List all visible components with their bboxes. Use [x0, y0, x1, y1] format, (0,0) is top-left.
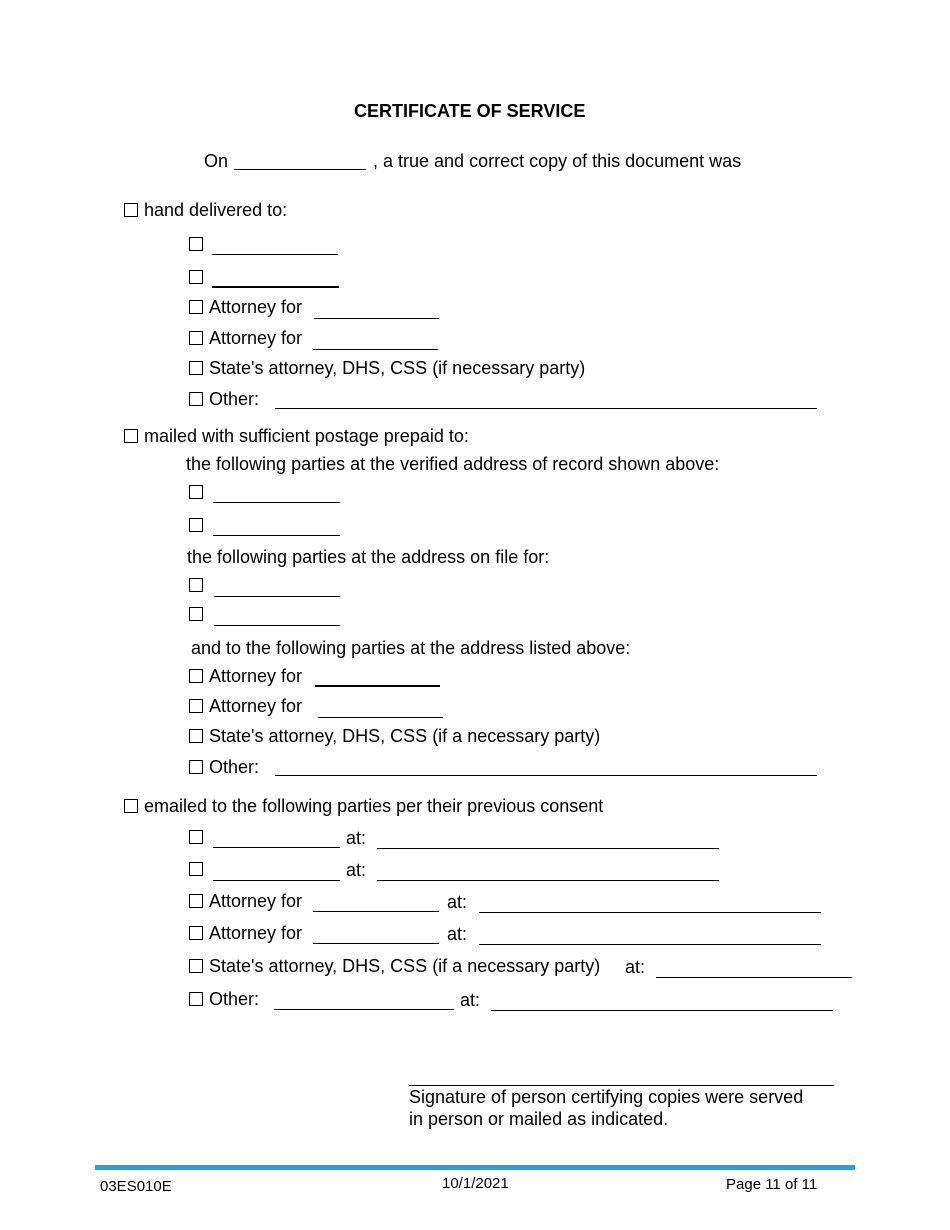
emailed-state-email-field[interactable] [656, 977, 852, 978]
emailed-party2-email-field[interactable] [377, 880, 719, 881]
mailed-onfile-text: the following parties at the address on file for: [187, 547, 550, 567]
hand-delivered-checkbox[interactable] [124, 203, 138, 217]
hand-attorney1-label: Attorney for [209, 297, 303, 317]
hand-delivered-label: hand delivered to: [144, 200, 288, 220]
emailed-attorney2-label: Attorney for [209, 923, 303, 943]
mailed-label: mailed with sufficient postage prepaid to: [144, 426, 469, 446]
hand-attorney1-field[interactable] [314, 318, 439, 319]
mailed-onfile1-checkbox[interactable] [189, 578, 203, 592]
emailed-at6-label: at: [460, 990, 481, 1010]
hand-state-label: State's attorney, DHS, CSS (if necessary party) [209, 358, 586, 378]
mailed-attorney2-checkbox[interactable] [189, 699, 203, 713]
service-date-field[interactable] [234, 169, 366, 170]
mailed-verified1-checkbox[interactable] [189, 485, 203, 499]
mailed-onfile2-checkbox[interactable] [189, 607, 203, 621]
mailed-other-field[interactable] [275, 775, 817, 776]
emailed-party1-checkbox[interactable] [189, 830, 203, 844]
signature-caption-line2: in person or mailed as indicated. [409, 1109, 669, 1129]
mailed-verified2-field[interactable] [213, 535, 340, 536]
emailed-attorney1-field[interactable] [313, 911, 439, 912]
hand-attorney2-field[interactable] [313, 349, 438, 350]
mailed-attorney1-field[interactable] [315, 685, 440, 687]
intro-prefix: On [204, 151, 229, 171]
emailed-attorney2-checkbox[interactable] [189, 926, 203, 940]
emailed-at3-label: at: [447, 892, 468, 912]
mailed-state-checkbox[interactable] [189, 729, 203, 743]
footer-rule [95, 1165, 855, 1170]
hand-party2-field[interactable] [212, 286, 339, 288]
hand-party2-checkbox[interactable] [189, 270, 203, 284]
emailed-at4-label: at: [447, 924, 468, 944]
emailed-at1-label: at: [346, 828, 367, 848]
emailed-state-checkbox[interactable] [189, 959, 203, 973]
emailed-party1-field[interactable] [213, 847, 340, 848]
emailed-party1-email-field[interactable] [377, 848, 719, 849]
emailed-party2-checkbox[interactable] [189, 862, 203, 876]
footer-page-number: Page 11 of 11 [726, 1176, 818, 1193]
emailed-attorney1-checkbox[interactable] [189, 894, 203, 908]
emailed-other-label: Other: [209, 989, 260, 1009]
footer-date: 10/1/2021 [442, 1175, 509, 1192]
emailed-label: emailed to the following parties per their previous consent [144, 796, 604, 816]
mailed-attorney2-field[interactable] [318, 717, 443, 718]
signature-caption-line1: Signature of person certifying copies were served [409, 1087, 804, 1107]
page-title: CERTIFICATE OF SERVICE [354, 101, 586, 121]
hand-attorney2-label: Attorney for [209, 328, 303, 348]
mailed-attorney1-label: Attorney for [209, 666, 303, 686]
mailed-other-label: Other: [209, 757, 260, 777]
mailed-verified1-field[interactable] [213, 502, 340, 503]
emailed-at2-label: at: [346, 860, 367, 880]
emailed-party2-field[interactable] [213, 880, 340, 881]
mailed-onfile2-field[interactable] [214, 625, 340, 626]
mailed-onfile1-field[interactable] [214, 596, 340, 597]
hand-other-checkbox[interactable] [189, 392, 203, 406]
hand-party1-field[interactable] [212, 254, 338, 255]
hand-other-label: Other: [209, 389, 260, 409]
mailed-state-label: State's attorney, DHS, CSS (if a necessary party) [209, 726, 601, 746]
mailed-verified2-checkbox[interactable] [189, 518, 203, 532]
intro-suffix: , a true and correct copy of this document was [373, 151, 742, 171]
mailed-attorney2-label: Attorney for [209, 696, 303, 716]
emailed-attorney1-email-field[interactable] [479, 912, 821, 913]
mailed-listed-text: and to the following parties at the address listed above: [191, 638, 631, 658]
emailed-checkbox[interactable] [124, 799, 138, 813]
emailed-other-field[interactable] [274, 1009, 454, 1010]
mailed-attorney1-checkbox[interactable] [189, 669, 203, 683]
mailed-verified-text: the following parties at the verified address of record shown above: [186, 454, 720, 474]
emailed-attorney2-field[interactable] [313, 943, 439, 944]
hand-other-field[interactable] [275, 408, 817, 409]
hand-attorney2-checkbox[interactable] [189, 331, 203, 345]
mailed-checkbox[interactable] [124, 429, 138, 443]
hand-state-checkbox[interactable] [189, 361, 203, 375]
hand-attorney1-checkbox[interactable] [189, 300, 203, 314]
emailed-other-checkbox[interactable] [189, 992, 203, 1006]
emailed-attorney2-email-field[interactable] [479, 944, 821, 945]
footer-form-id: 03ES010E [100, 1178, 172, 1195]
emailed-at5-label: at: [625, 957, 646, 977]
emailed-attorney1-label: Attorney for [209, 891, 303, 911]
emailed-other-email-field[interactable] [491, 1010, 833, 1011]
signature-line[interactable] [409, 1085, 834, 1086]
mailed-other-checkbox[interactable] [189, 760, 203, 774]
emailed-state-label: State's attorney, DHS, CSS (if a necessary party) [209, 956, 601, 976]
hand-party1-checkbox[interactable] [189, 237, 203, 251]
